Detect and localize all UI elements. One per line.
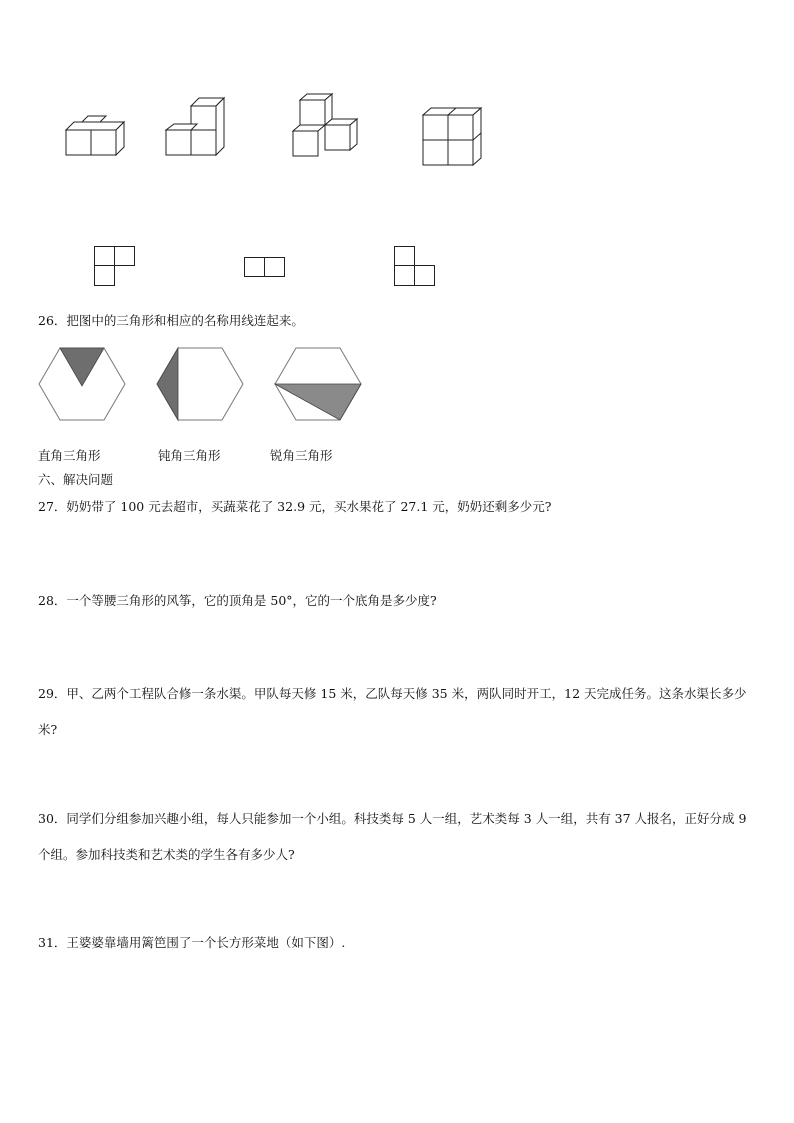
cube-figure-2 bbox=[165, 98, 235, 162]
cube-figure-3 bbox=[290, 94, 365, 164]
question-29: 29．甲、乙两个工程队合修一条水渠。甲队每天修 15 米，乙队每天修 35 米，两队同时开工，12 天完成任务。这条水渠长多少米? bbox=[38, 686, 747, 737]
question-30: 30．同学们分组参加兴趣小组，每人只能参加一个小组。科技类每 5 人一组，艺术类每 3 人一组，共有 37 人报名，正好分成 9 个组。参加科技类和艺术类的学生各有多少人? bbox=[38, 811, 747, 862]
section-heading: 六、解决问题 bbox=[38, 472, 114, 487]
hexagon-acute-triangle bbox=[38, 346, 128, 422]
question-31: 31．王婆婆靠墙用篱笆围了一个长方形菜地（如下图）. bbox=[38, 935, 346, 950]
label-acute-triangle: 锐角三角形 bbox=[270, 448, 333, 463]
question-28: 28．一个等腰三角形的风筝，它的顶角是 50°，它的一个底角是多少度? bbox=[38, 593, 437, 608]
hexagon-right-triangle bbox=[156, 346, 246, 422]
question-27: 27．奶奶带了 100 元去超市，买蔬菜花了 32.9 元，买水果花了 27.1 元，奶奶还剩多少元? bbox=[38, 499, 552, 514]
hexagon-obtuse-triangle bbox=[274, 346, 364, 422]
cube-figure-1 bbox=[60, 110, 130, 160]
label-right-triangle: 直角三角形 bbox=[38, 448, 101, 463]
view-figure-3 bbox=[394, 246, 436, 288]
question-26: 26．把图中的三角形和相应的名称用线连起来。 bbox=[38, 313, 304, 328]
cube-figure-4 bbox=[420, 105, 490, 170]
view-figure-1 bbox=[94, 246, 136, 288]
view-figure-2 bbox=[244, 257, 286, 279]
label-obtuse-triangle: 钝角三角形 bbox=[158, 448, 221, 463]
